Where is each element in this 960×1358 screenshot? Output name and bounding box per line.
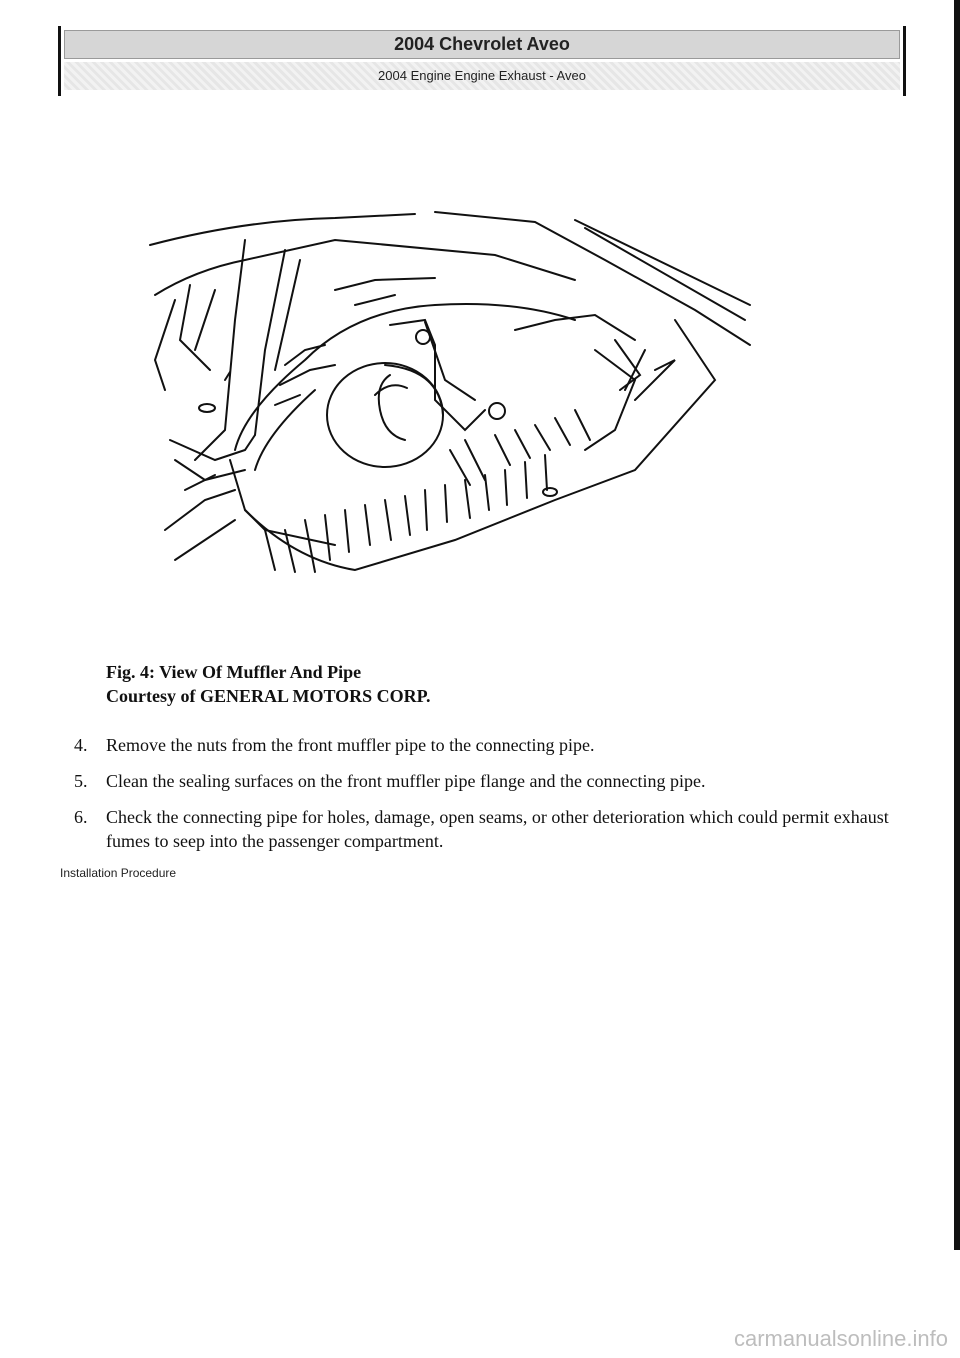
figure-caption (106, 660, 431, 708)
procedure-steps (74, 733, 904, 865)
section-heading: Installation Procedure (60, 866, 177, 880)
step-number: 6. (74, 807, 88, 827)
step-item (74, 805, 904, 853)
step-item (74, 733, 904, 757)
document-title: 2004 Chevrolet Aveo (64, 30, 900, 59)
muffler-illustration (135, 200, 760, 585)
page-edge-bar (954, 0, 960, 1250)
step-item (74, 769, 904, 793)
step-text: Check the connecting pipe for holes, damage, open seams, or other deterioration which could permit exhaust fumes to seep into the passenger compartment. (106, 807, 889, 851)
step-number: 4. (74, 735, 88, 755)
figure-caption-title: Fig. 4: View Of Muffler And Pipe (106, 662, 362, 682)
step-text: Clean the sealing surfaces on the front muffler pipe flange and the connecting pipe. (106, 771, 706, 791)
document-header (58, 26, 906, 96)
watermark: carmanualsonline.info (733, 1326, 948, 1351)
document-subtitle: 2004 Engine Engine Exhaust - Aveo (64, 62, 900, 90)
step-text: Remove the nuts from the front muffler pipe to the connecting pipe. (106, 735, 595, 755)
figure-caption-credit: Courtesy of GENERAL MOTORS CORP. (106, 686, 431, 706)
step-number: 5. (74, 771, 88, 791)
